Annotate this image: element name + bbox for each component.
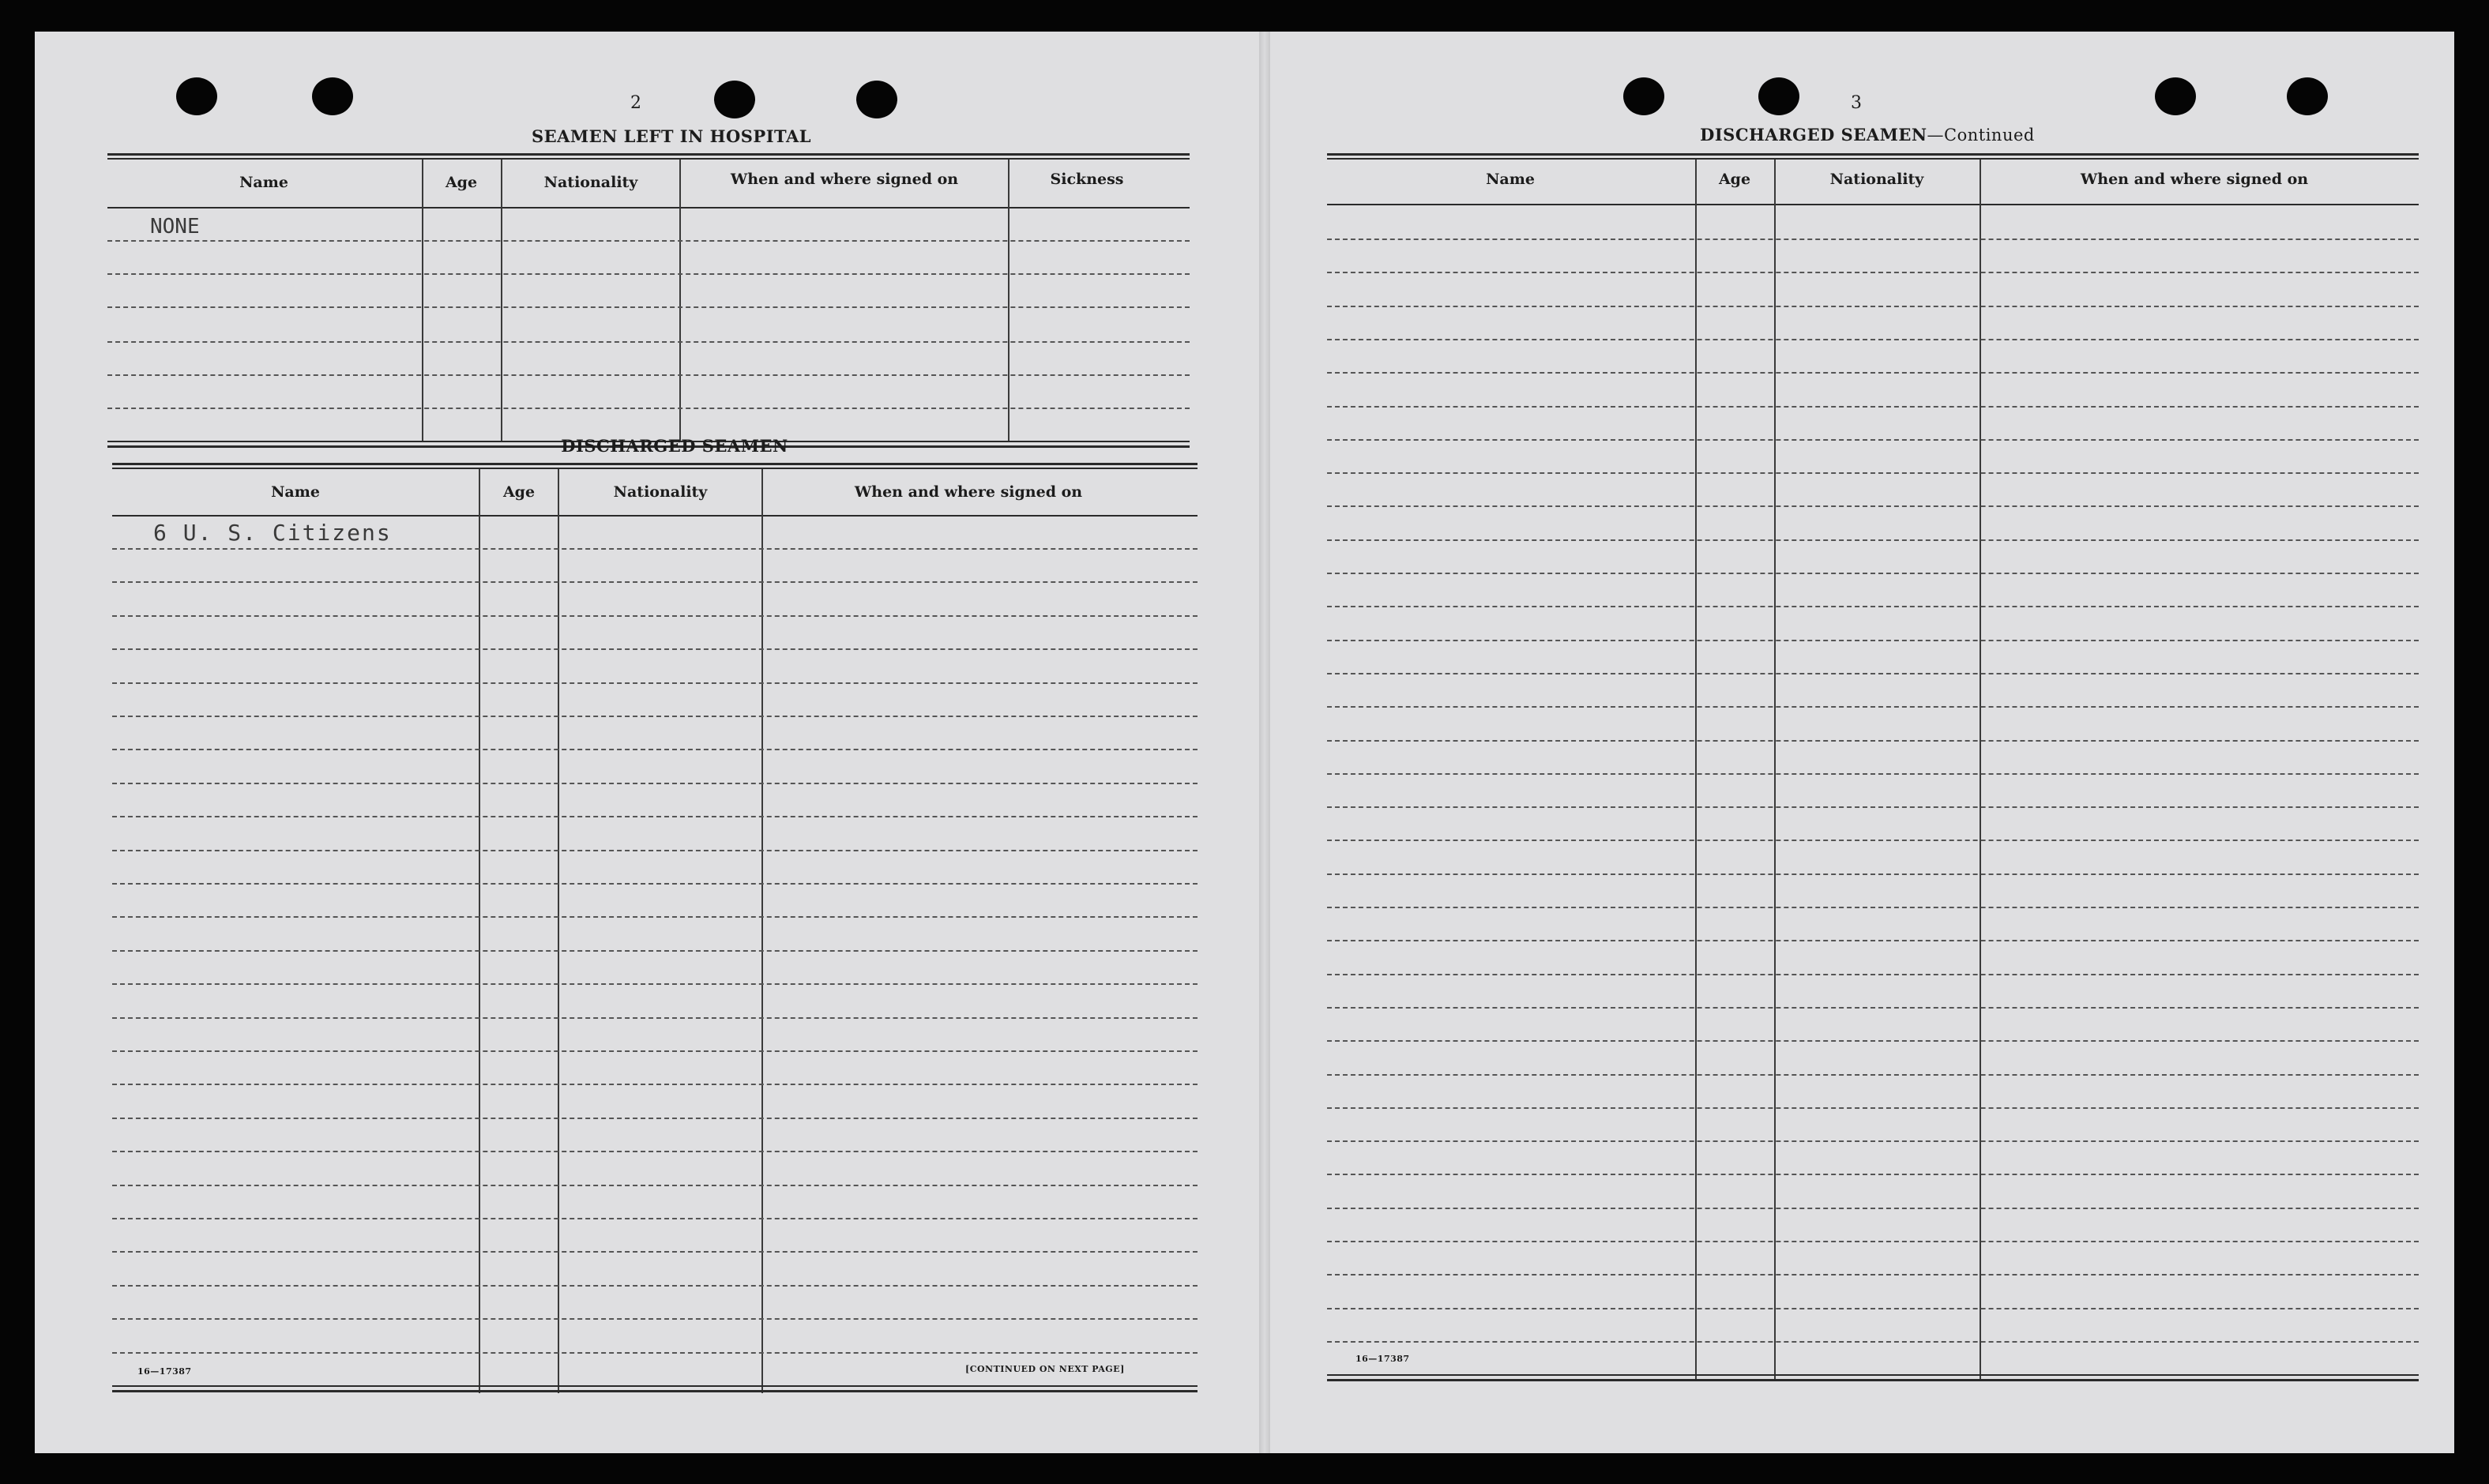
discharged-section-title: DISCHARGED SEAMEN (561, 436, 788, 456)
table-row-line (1327, 740, 2419, 742)
table-row-line (1327, 1074, 2419, 1076)
table-row-line (112, 850, 1198, 851)
binder-hole (1758, 77, 1799, 115)
table-row-line (1327, 1308, 2419, 1309)
table-row-line (112, 983, 1198, 985)
discharged-continued-title-main: DISCHARGED SEAMEN (1700, 125, 1927, 145)
table-row-line (1327, 1107, 2419, 1109)
table-row-line (112, 581, 1198, 583)
continued-col-age: Age (1718, 171, 1751, 188)
discharged-entry: 6 U. S. Citizens (153, 520, 392, 546)
table-row-line (1327, 907, 2419, 908)
table-row-line (112, 816, 1198, 817)
table-row-line (1327, 1241, 2419, 1242)
table-row-line (1327, 573, 2419, 574)
table-row-line (112, 749, 1198, 750)
table-row-line (112, 1185, 1198, 1186)
binder-hole (176, 77, 217, 115)
table-row-line (112, 716, 1198, 717)
binder-hole (312, 77, 353, 115)
discharged-col-nationality: Nationality (613, 483, 708, 501)
page-fold (1259, 32, 1270, 1453)
binder-hole (714, 81, 755, 118)
hospital-col-age: Age (445, 174, 478, 191)
table-row-line (112, 1218, 1198, 1219)
table-row-line (112, 1017, 1198, 1019)
table-row-line (112, 615, 1198, 617)
table-row-line (1327, 339, 2419, 340)
table-row-line (112, 1318, 1198, 1320)
table-row-line (1327, 1208, 2419, 1209)
hospital-col-sickness: Sickness (1050, 171, 1124, 188)
table-row-line (112, 648, 1198, 650)
continued-col-name: Name (1486, 171, 1535, 188)
table-row-line (1327, 773, 2419, 775)
document-sheet (35, 32, 2454, 1453)
page-number-left: 2 (630, 93, 641, 113)
hospital-section-title: SEAMEN LEFT IN HOSPITAL (531, 126, 812, 146)
table-row-line (1327, 673, 2419, 674)
table-row-line (112, 682, 1198, 684)
table-row-line (112, 783, 1198, 784)
table-row-line (1327, 505, 2419, 507)
discharged-col-name: Name (271, 483, 320, 501)
table-row-line (112, 1285, 1198, 1287)
table-row-line (1327, 1007, 2419, 1009)
continued-note: [CONTINUED ON NEXT PAGE] (965, 1364, 1125, 1374)
table-row-line (1327, 806, 2419, 808)
table-row-line (1327, 974, 2419, 975)
table-row-line (1327, 439, 2419, 441)
continued-col-nationality: Nationality (1829, 171, 1924, 188)
form-number-left: 16—17387 (137, 1366, 192, 1377)
table-row-line (112, 1084, 1198, 1085)
table-row-line (1327, 406, 2419, 408)
table-row-line (1327, 606, 2419, 607)
table-row-line (1327, 372, 2419, 374)
table-row-line (112, 1151, 1198, 1152)
table-row-line (1327, 706, 2419, 708)
continued-col-signed-on: When and where signed on (2080, 171, 2309, 188)
discharged-col-signed-on: When and where signed on (854, 483, 1083, 501)
hospital-col-signed-on: When and where signed on (730, 171, 959, 188)
table-row-line (112, 916, 1198, 918)
table-row-line (1327, 940, 2419, 941)
table-row-line (112, 1118, 1198, 1119)
table-row-line (1327, 306, 2419, 307)
page-number-right: 3 (1851, 93, 1862, 113)
table-row-line (1327, 840, 2419, 841)
binder-hole (1623, 77, 1664, 115)
table-row-line (112, 1050, 1198, 1052)
discharged-continued-title-suffix: —Continued (1927, 126, 2035, 145)
hospital-col-nationality: Nationality (543, 174, 638, 191)
binder-hole (856, 81, 897, 118)
binder-hole (2287, 77, 2328, 115)
form-number-right: 16—17387 (1355, 1354, 1410, 1364)
table-row-line (1327, 472, 2419, 474)
table-row-line (1327, 1341, 2419, 1343)
discharged-col-age: Age (502, 483, 536, 501)
discharged-continued-title (1630, 125, 2104, 145)
hospital-col-name: Name (239, 174, 288, 191)
table-row-line (112, 950, 1198, 952)
table-row-line (1327, 1174, 2419, 1175)
table-row-line (1327, 239, 2419, 240)
hospital-entry: NONE (150, 215, 200, 239)
binder-hole (2155, 77, 2196, 115)
table-row-line (1327, 640, 2419, 641)
table-row-line (112, 548, 1198, 550)
table-row-line (1327, 873, 2419, 875)
table-row-line (1327, 272, 2419, 273)
table-row-line (112, 1251, 1198, 1253)
table-row-line (1327, 1140, 2419, 1142)
table-row-line (112, 883, 1198, 885)
table-row-line (112, 1352, 1198, 1354)
table-row-line (1327, 1274, 2419, 1275)
table-row-line (1327, 539, 2419, 541)
table-row-line (1327, 1040, 2419, 1042)
